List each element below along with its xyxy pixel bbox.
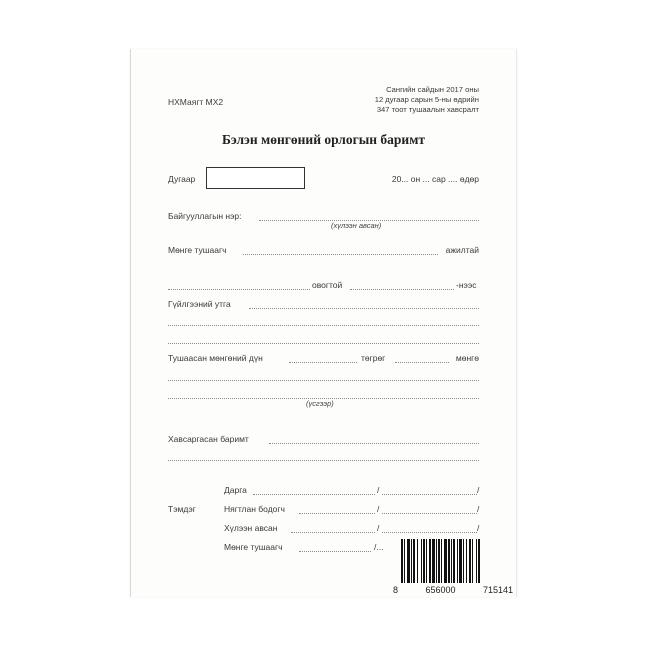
purpose-label: Гүйлгээний утга	[168, 299, 231, 309]
slash-separator: /	[477, 504, 480, 514]
payer-label: Мөнге тушаагч	[168, 245, 227, 255]
attached-label: Хавсаргасан баримт	[168, 434, 249, 444]
org-label: Байгууллагын нэр:	[168, 211, 242, 221]
payer-job-suffix: ажилтай	[445, 245, 479, 255]
approval-line: 347 тоот тушаалын хавсралт	[376, 105, 479, 114]
name-line[interactable]	[382, 532, 477, 533]
name-line[interactable]	[382, 513, 477, 514]
slash-separator: /	[377, 485, 380, 495]
slash-separator: /	[377, 504, 380, 514]
barcode-digit-group: 715141	[482, 585, 513, 595]
signature-line[interactable]	[291, 532, 375, 533]
signature-line[interactable]	[299, 551, 371, 552]
signature-line[interactable]	[253, 494, 375, 495]
words-note: (үсгээр)	[306, 399, 334, 408]
surname-fill-line[interactable]	[168, 289, 310, 290]
signatory-label: Хүлээн авсан	[224, 523, 278, 533]
date-template: 20... он ... сар .... өдөр	[391, 174, 479, 184]
number-label: Дугаар	[168, 174, 196, 184]
from-suffix: -нээс	[456, 280, 477, 290]
tugrug-fill-line[interactable]	[289, 362, 357, 363]
number-input-box[interactable]	[206, 167, 305, 189]
form-title: Бэлэн мөнгөний орлогын баримт	[221, 132, 426, 147]
tugrug-label: төгрөг	[361, 353, 386, 363]
amount-label: Тушаасан мөнгөний дүн	[168, 353, 263, 363]
signatory-label: Нягтлан бодогч	[224, 504, 285, 514]
barcode-digit-group: 8	[393, 585, 399, 595]
barcode-digits	[393, 585, 513, 595]
signatory-label: Дарга	[224, 485, 247, 495]
attached-fill-line[interactable]	[168, 460, 479, 461]
payer-fill-line[interactable]	[243, 254, 438, 255]
surname-label: овогтой	[312, 280, 343, 290]
purpose-fill-line[interactable]	[249, 308, 479, 309]
name-line[interactable]	[382, 494, 477, 495]
approval-note	[375, 85, 479, 115]
barcode-digit-group: 656000	[425, 585, 456, 595]
mungu-fill-line[interactable]	[395, 362, 449, 363]
received-note: (хүлээн авсан)	[331, 221, 382, 230]
approval-line: 12 дугаар сарын 5-ны өдрийн	[374, 95, 479, 104]
approval-line: Сангийн сайдын 2017 оны	[386, 85, 479, 94]
purpose-fill-line[interactable]	[168, 325, 479, 326]
amount-words-line[interactable]	[168, 380, 479, 381]
form-code: НХМаягт МХ2	[168, 97, 224, 107]
slash-separator: /	[477, 485, 480, 495]
signature-line[interactable]	[299, 513, 375, 514]
from-fill-line[interactable]	[350, 289, 454, 290]
slash-separator: /	[377, 523, 380, 533]
barcode-image	[401, 539, 513, 583]
slash-separator: /	[477, 523, 480, 533]
attached-fill-line[interactable]	[269, 443, 479, 444]
mungu-label: мөнгө	[455, 353, 479, 363]
purpose-fill-line[interactable]	[168, 343, 479, 344]
receipt-form-sheet	[130, 49, 517, 597]
stamp-label: Тэмдэг	[168, 504, 196, 514]
slash-ellipsis: /...	[374, 542, 384, 552]
signatory-label: Мөнге тушаагч	[224, 542, 283, 552]
